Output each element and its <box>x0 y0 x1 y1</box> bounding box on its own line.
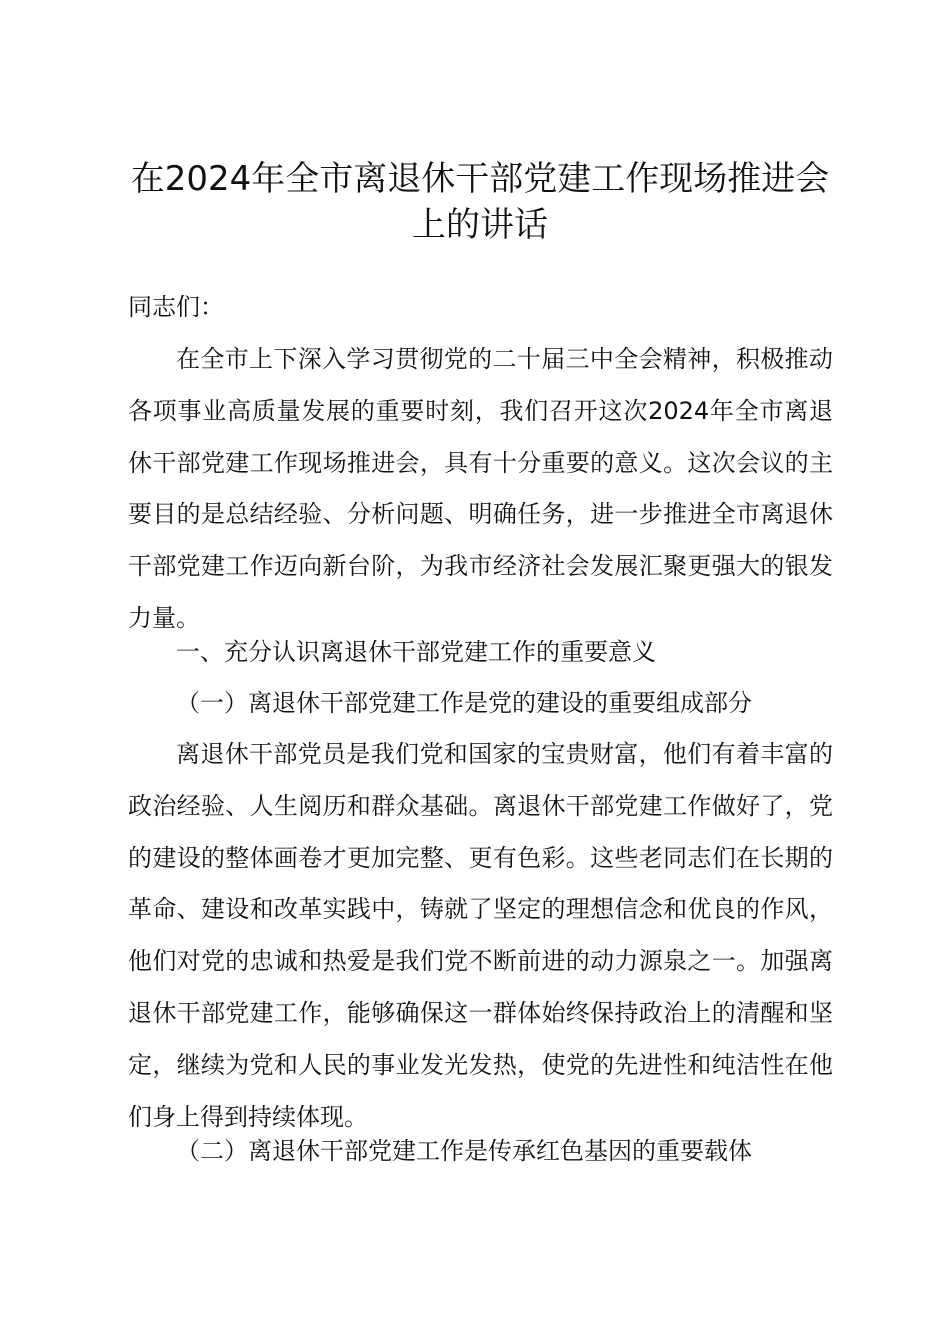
document-title: 在2024年全市离退休干部党建工作现场推进会上的讲话 <box>130 159 830 245</box>
salutation: 同志们： <box>128 293 224 321</box>
paragraph-body-1: 离退休干部党员是我们党和国家的宝贵财富，他们有着丰富的政治经验、人生阅历和群众基础。离退休干部党建工作做好了，党的建设的整体画卷才更加完整、更有色彩。这些老同志们在长期的革命、建设和改革实践中，铸就了坚定的理想信念和优良的作风，他们对党的忠诚和热爱是我们党不断前进的动力源泉之一。加强离退休干部党建工作，能够确保这一群体始终保持政治上的清醒和坚定，继续为党和人民的事业发光发热，使党的先进性和纯洁性在他们身上得到持续体现。 <box>128 740 833 1131</box>
paragraph-intro: 在全市上下深入学习贯彻党的二十届三中全会精神，积极推动各项事业高质量发展的重要时刻，我们召开这次2024年全市离退休干部党建工作现场推进会，具有十分重要的意义。这次会议的主要目的是总结经验、分析问题、明确任务，进一步推进全市离退休干部党建工作迈向新台阶，为我市经济社会发展汇聚更强大的银发力量。 <box>128 345 833 632</box>
subsection-heading-1: （一）离退休干部党建工作是党的建设的重要组成部分 <box>176 689 752 717</box>
section-heading-1: 一、充分认识离退休干部党建工作的重要意义 <box>176 638 656 666</box>
subsection-heading-2: （二）离退休干部党建工作是传承红色基因的重要载体 <box>176 1137 752 1165</box>
